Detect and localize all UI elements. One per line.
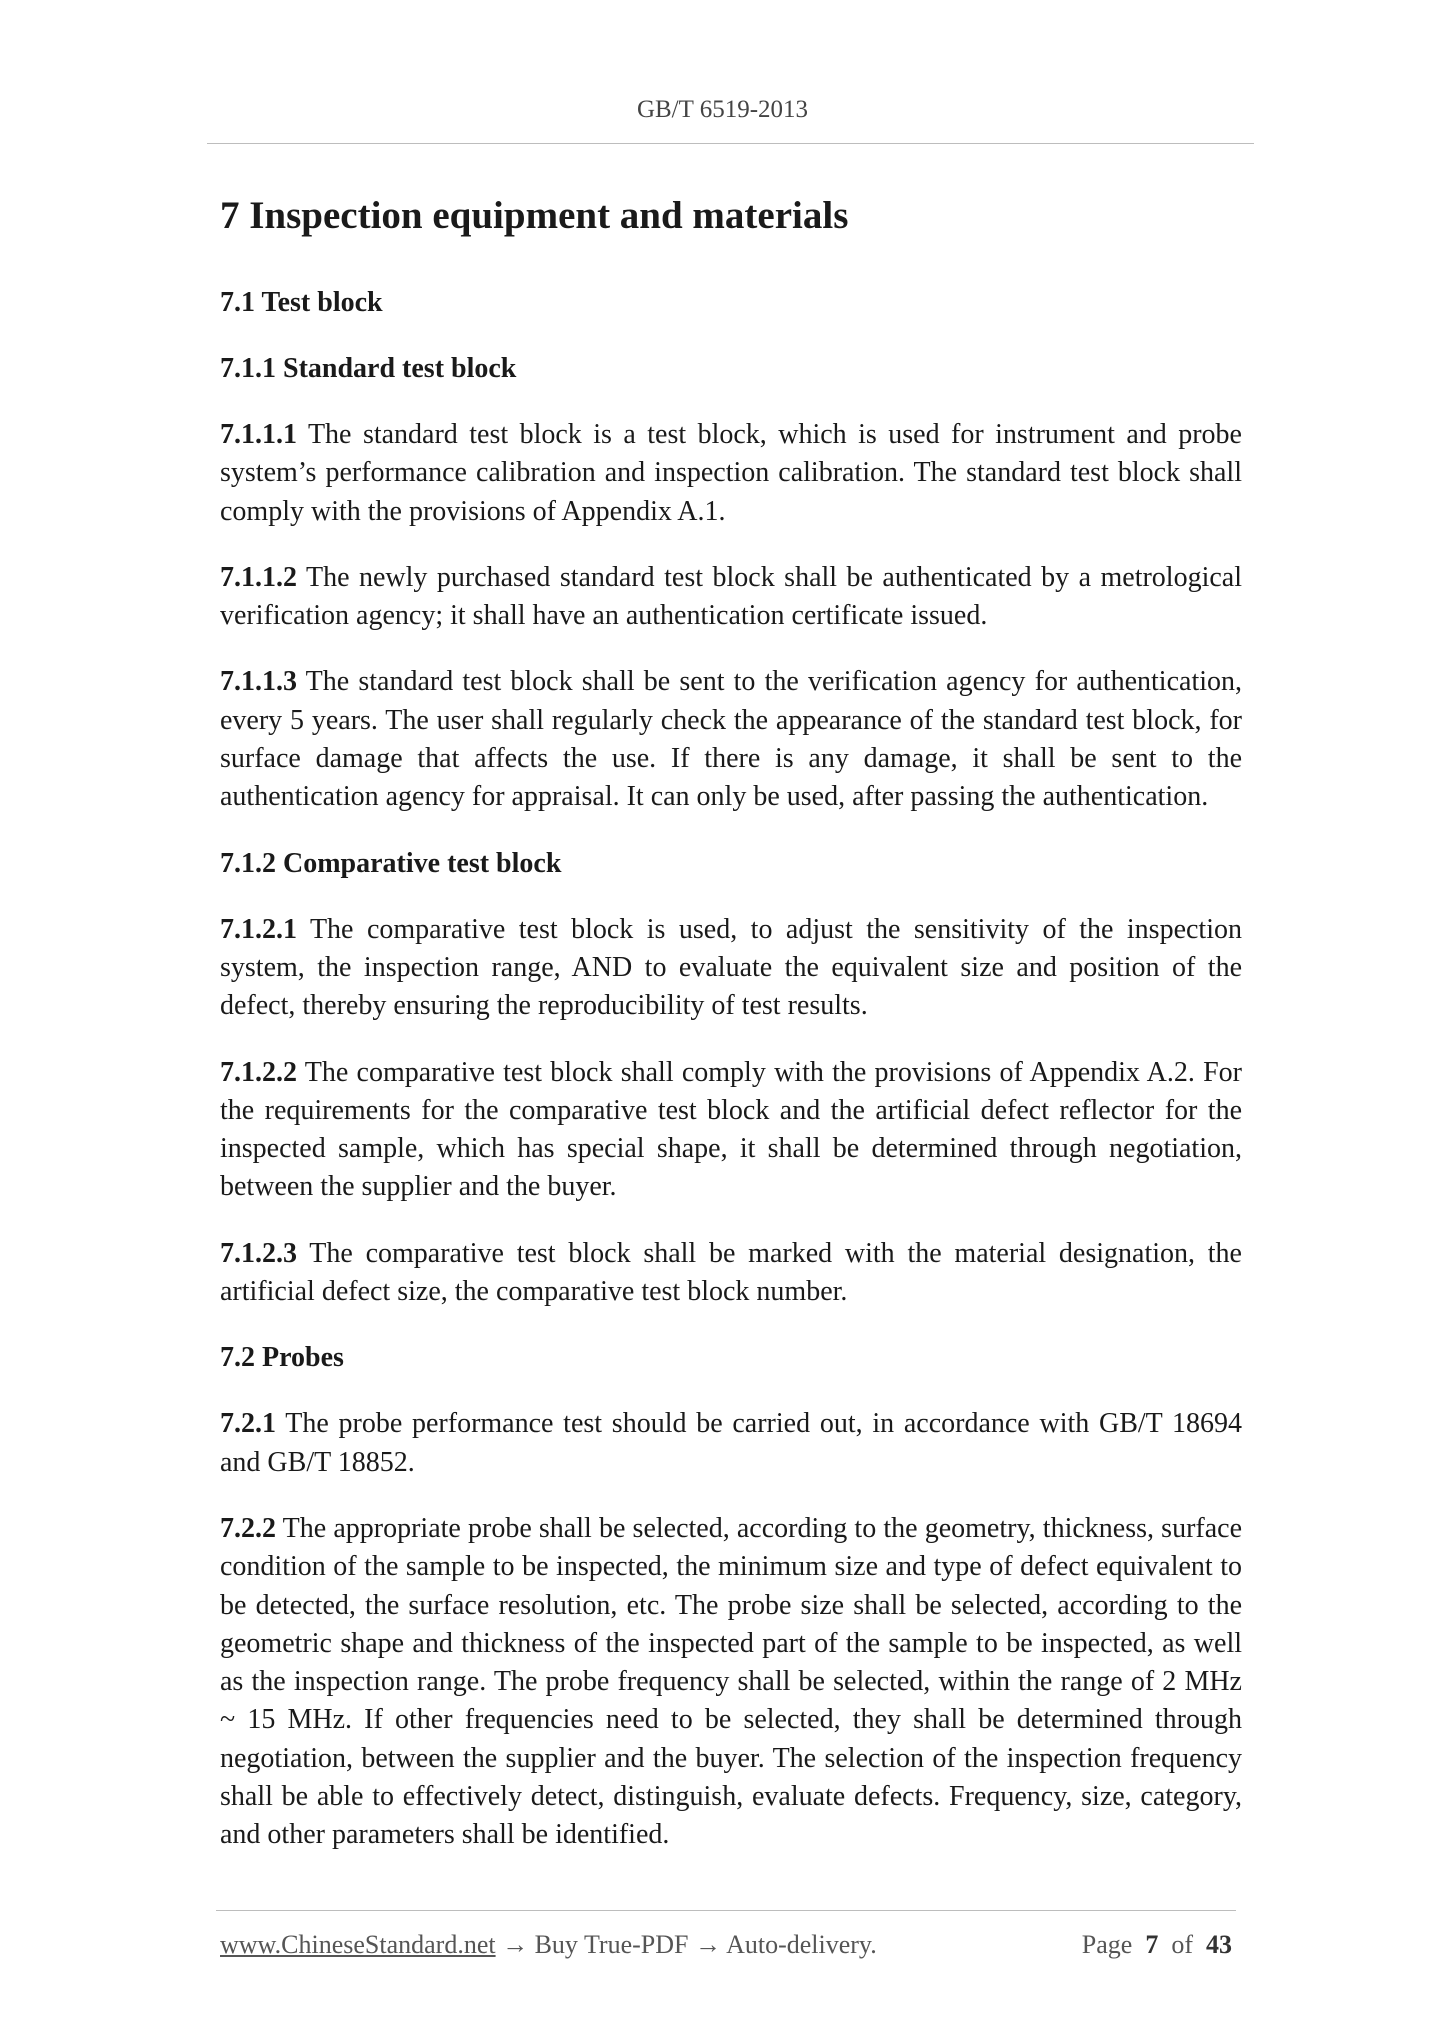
section-heading: 7.1 Test block — [220, 287, 383, 318]
clause-number: 7.1.2.2 — [220, 1056, 297, 1088]
clause-number: 7.2.2 — [220, 1512, 276, 1544]
clause-text: The probe performance test should be carried out, in accordance with GB/T 18694 and GB/T 18852. — [220, 1408, 1242, 1478]
clause-number: 7.1.1.2 — [220, 561, 297, 593]
clause-text: The comparative test block shall be marked with the material designation, the artificial defect size, the comparative test block number. — [220, 1237, 1242, 1308]
arrow-icon: → — [502, 1930, 529, 1959]
clause-text: The standard test block is a test block, which is used for instrument and probe system’s performance calibration and inspection calibration. The standard test block shall comply with the provisions of Appendix A.1. — [220, 419, 1242, 527]
footer-divider — [216, 1910, 1236, 1911]
clause-paragraph — [220, 416, 1242, 531]
clause-paragraph — [220, 663, 1242, 816]
clause-number: 7.1.1.1 — [220, 419, 297, 450]
sections-container — [220, 284, 1242, 1855]
running-header: GB/T 6519-2013 — [636, 96, 809, 123]
page-total: 43 — [1206, 1930, 1232, 1959]
clause-number: 7.1.2.1 — [220, 913, 297, 945]
footer-promo — [220, 1930, 877, 1960]
clause-number: 7.1.1.3 — [220, 666, 297, 698]
section-heading: 7.1.2 Comparative test block — [220, 847, 562, 879]
clause-number: 7.2.1 — [220, 1408, 276, 1440]
section-heading: 7.2 Probes — [220, 1342, 344, 1374]
page-current: 7 — [1145, 1930, 1159, 1959]
footer-step-delivery: Auto-delivery. — [726, 1930, 877, 1959]
clause-number: 7.1.2.3 — [220, 1237, 297, 1269]
arrow-icon: → — [695, 1930, 721, 1959]
section-heading: 7.1.1 Standard test block — [220, 353, 517, 384]
chapter-title: 7 Inspection equipment and materials — [220, 194, 849, 237]
clause-paragraph — [220, 1235, 1242, 1312]
clause-text: The newly purchased standard test block shall be authenticated by a metrological verification agency; it shall have an authentication certificate issued. — [220, 561, 1243, 632]
clause-paragraph — [220, 1510, 1242, 1855]
clause-text: The comparative test block shall comply with the provisions of Appendix A.2. For the requirements for the comparative test block and the artificial defect reflector for the inspected sample, which has special shape, it shall be determined through negotiation, between the supplier and the buyer. — [220, 1056, 1242, 1203]
clause-paragraph — [220, 559, 1242, 636]
page-indicator — [1082, 1930, 1232, 1960]
page-label: Page — [1081, 1930, 1133, 1959]
clause-text: The appropriate probe shall be selected, according to the geometry, thickness, surface condition of the sample to be inspected, the minimum size and type of defect equivalent to be detected, the surface resolution, etc. The probe size shall be selected, according to the geometric shape and thickness of the inspected part of the sample to be inspected, as well as the inspection range. The probe frequency shall be selected, within the range of 2 MHz ~ 15 MHz. If other frequencies need to be selected, they shall be determined through negotiation, between the supplier and the buyer. The selection of the inspection frequency shall be able to effectively detect, distinguish, evaluate defects. Frequency, size, category, and other parameters shall be identified. — [220, 1512, 1242, 1851]
clause-paragraph — [220, 911, 1242, 1026]
footer-step-buy: Buy True-PDF — [534, 1930, 689, 1959]
page-content — [220, 190, 1242, 1883]
header-divider — [207, 143, 1254, 144]
clause-text: The standard test block shall be sent to the verification agency for authentication, every 5 years. The user shall regularly check the appearance of the standard test block, for surface damage that affects the use. If there is any damage, it shall be sent to the authentication agency for appraisal. It can only be used, after passing the authentication. — [220, 666, 1242, 813]
site-link[interactable]: www.ChineseStandard.net — [220, 1930, 496, 1959]
clause-paragraph — [220, 1054, 1242, 1207]
clause-paragraph — [220, 1405, 1242, 1482]
clause-text: The comparative test block is used, to adjust the sensitivity of the inspection system, the inspection range, AND to evaluate the equivalent size and position of the defect, thereby ensuring the reproducibility of test results. — [220, 913, 1242, 1022]
page-of-label: of — [1171, 1930, 1193, 1959]
